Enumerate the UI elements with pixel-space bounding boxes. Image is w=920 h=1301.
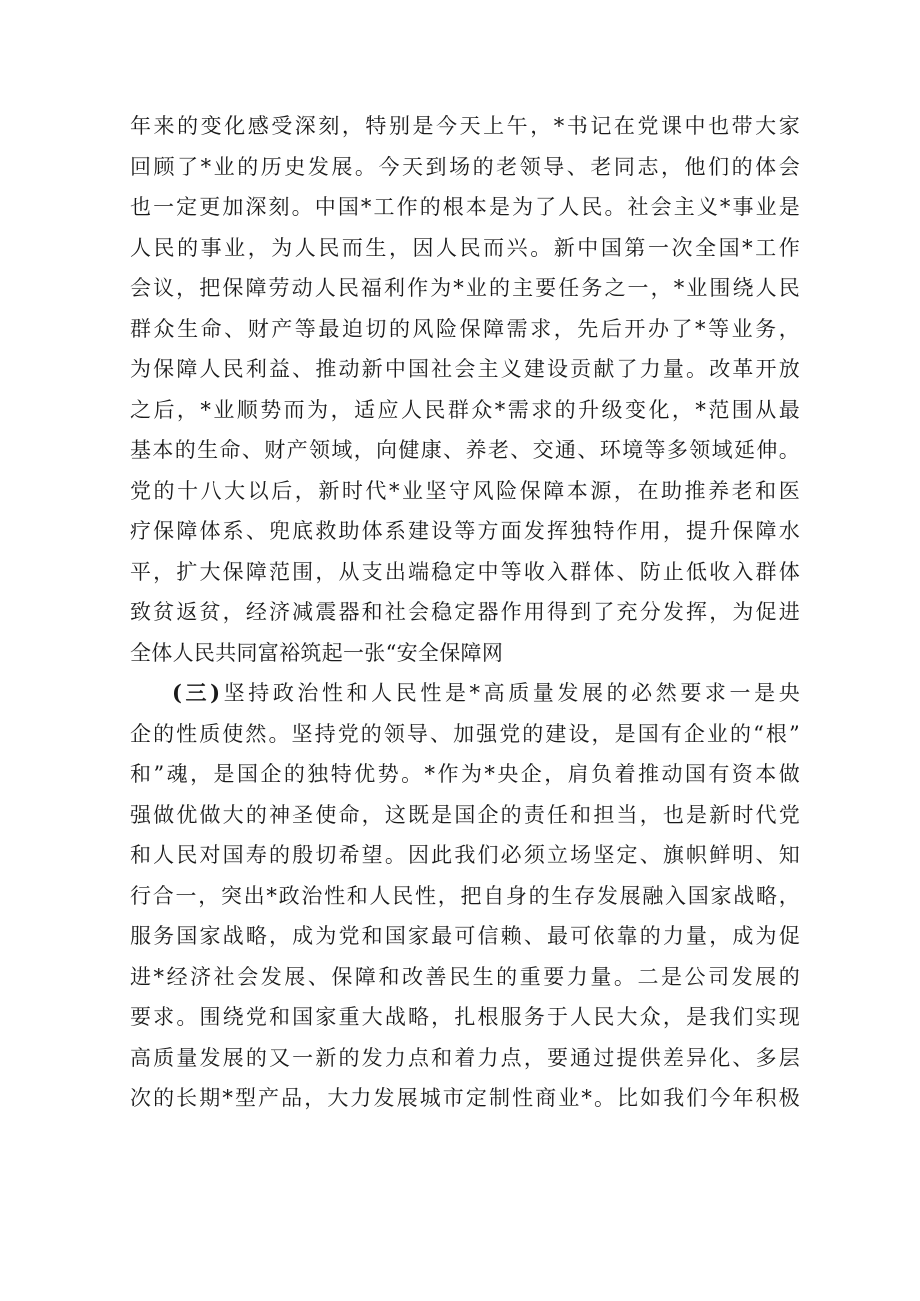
text-line: 基本的生命、财产领域，向健康、养老、交通、环境等多领域延伸。 [130,438,800,462]
text-line: 进*经济社会发展、保障和改善民生的重要力量。二是公司发展的 [130,964,800,989]
text-line: 全体人民共同富裕筑起一张“安全保障网 [130,640,504,665]
section-heading-text: 坚持政治性和人民性是*高质量发展的必然要求一是央 [220,681,800,705]
text-line: 之后，*业顺势而为，适应人民群众*需求的升级变化，*范围从最 [130,397,800,422]
text-line: 群众生命、财产等最迫切的风险保障需求，先后开办了*等业务， [130,316,800,341]
text-line: 企的性质使然。坚持党的领导、加强党的建设，是国有企业的“根” [130,721,800,746]
text-line: 年来的变化感受深刻，特别是今天上午，*书记在党课中也带大家 [130,114,800,138]
text-line: 和”魂，是国企的独特优势。*作为*央企，肩负着推动国有资本做 [130,762,800,786]
text-line: 党的十八大以后，新时代*业坚守风险保障本源，在助推养老和医 [130,478,800,503]
text-line: 也一定更加深刻。中国*工作的根本是为了人民。社会主义*事业是 [130,195,800,219]
text-line: 疗保障体系、兜底救助体系建设等方面发挥独特作用，提升保障水 [130,519,800,543]
text-line: 服务国家战略，成为党和国家最可信赖、最可依靠的力量，成为促 [130,924,800,948]
text-line: 和人民对国寿的殷切希望。因此我们必须立场坚定、旗帜鲜明、知 [130,843,800,867]
paragraph-history [130,106,800,673]
text-line: 回顾了*业的历史发展。今天到场的老领导、老同志，他们的体会 [130,154,800,179]
text-line: 平，扩大保障范围，从支出端稳定中等收入群体、防止低收入群体 [130,559,800,584]
section-marker: (三) [172,680,221,705]
text-line: 高质量发展的又一新的发力点和着力点，要通过提供差异化、多层 [130,1045,800,1070]
text-line: 强做优做大的神圣使命，这既是国企的责任和担当，也是新时代党 [130,802,800,827]
text-line: 会议，把保障劳动人民福利作为*业的主要任务之一，*业围绕人民 [130,276,800,300]
document-body [130,106,800,1119]
text-line: 为保障人民利益、推动新中国社会主义建设贡献了力量。改革开放 [130,357,800,381]
text-line: 要求。围绕党和国家重大战略，扎根服务于人民大众，是我们实现 [130,1005,800,1029]
text-line: 人民的事业，为人民而生，因人民而兴。新中国第一次全国*工作 [130,235,800,260]
paragraph-section-three [130,673,800,1119]
text-line: 次的长期*型产品，大力发展城市定制性商业*。比如我们今年积极 [130,1086,800,1110]
text-line: 致贫返贫，经济减震器和社会稳定器作用得到了充分发挥，为促进 [130,600,800,624]
text-line: 行合一，突出*政治性和人民性，把自身的生存发展融入国家战略， [130,883,800,908]
section-heading-line [130,673,800,714]
